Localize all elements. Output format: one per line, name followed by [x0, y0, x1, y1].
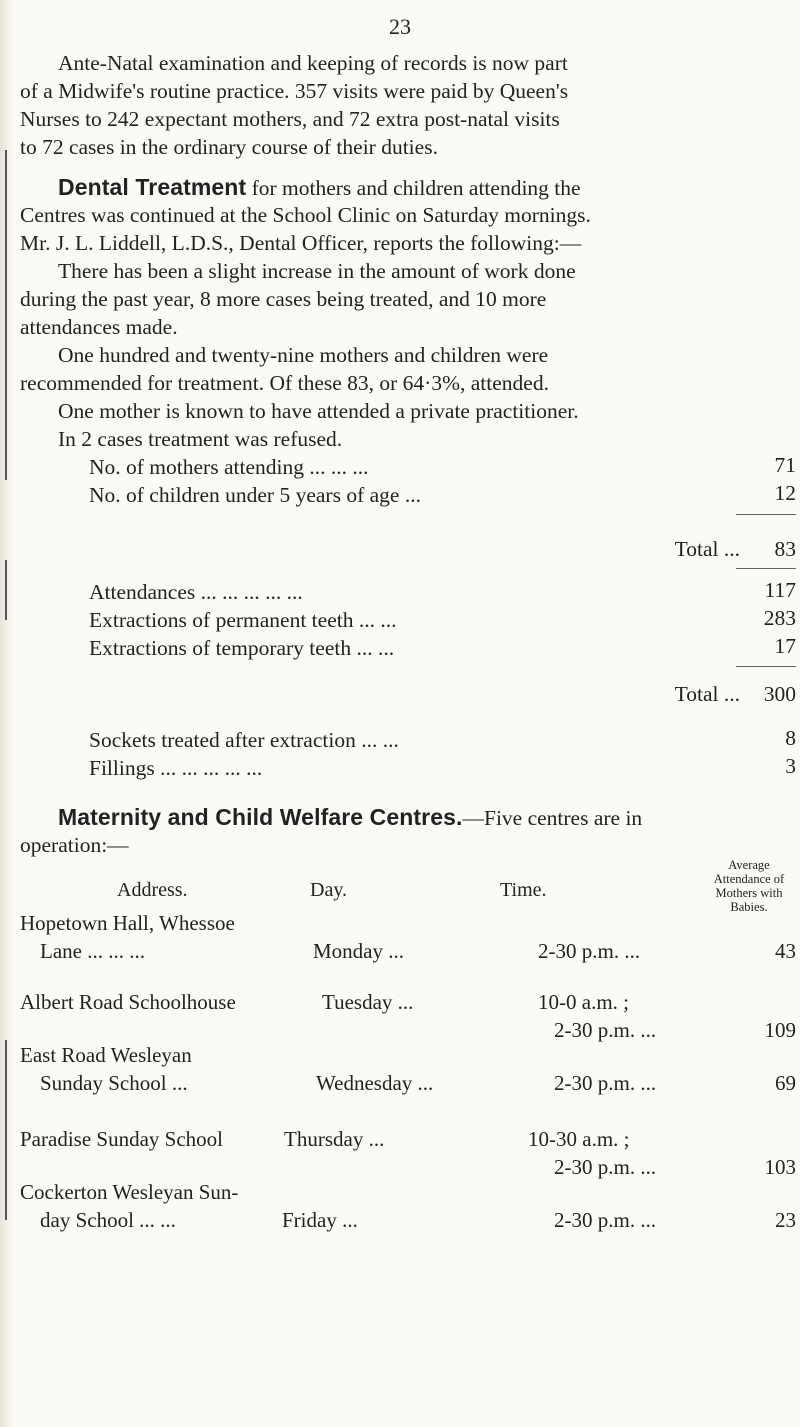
total-label: Total ...	[674, 682, 740, 706]
attendance-cell: 69	[775, 1071, 796, 1095]
stat-value: 8	[785, 726, 796, 750]
stat-label: No. of mothers attending ... ... ...	[89, 455, 369, 479]
column-header-day: Day.	[310, 879, 348, 901]
total-label: Total ...	[674, 537, 740, 561]
text-line: One mother is known to have attended a private practitioner.	[58, 399, 579, 423]
day-cell: Monday ...	[313, 939, 404, 963]
stat-value: 283	[763, 606, 796, 630]
stat-label: Sockets treated after extraction ... ...	[89, 728, 399, 752]
column-header-time: Time.	[500, 879, 547, 901]
text-line: attendances made.	[20, 315, 178, 339]
maternity-heading-line	[58, 803, 642, 832]
binding-shadow-line	[5, 1040, 7, 1220]
total-value: 83	[774, 537, 796, 561]
stat-value: 17	[774, 634, 796, 658]
time-cell: 2-30 p.m. ...	[554, 1155, 657, 1179]
time-cell: 2-30 p.m. ...	[554, 1071, 657, 1095]
stat-label: Extractions of temporary teeth ... ...	[89, 636, 395, 660]
address-cell: Lane ... ... ...	[40, 939, 145, 963]
stat-label: Attendances ... ... ... ... ...	[89, 580, 303, 604]
text-line: Nurses to 242 expectant mothers, and 72 extra post-natal visits	[20, 107, 560, 131]
stat-value: 3	[785, 754, 796, 778]
stat-label: Fillings ... ... ... ... ...	[89, 756, 263, 780]
text-line: Centres was continued at the School Clinic on Saturday mornings.	[20, 203, 591, 227]
text-line: to 72 cases in the ordinary course of their duties.	[20, 135, 438, 159]
day-cell: Friday ...	[282, 1208, 358, 1232]
text-line: In 2 cases treatment was refused.	[58, 427, 343, 451]
text-line: operation:—	[20, 833, 129, 857]
time-cell: 2-30 p.m. ...	[554, 1208, 657, 1232]
address-cell: Hopetown Hall, Whessoe	[20, 911, 235, 935]
time-cell: 10-30 a.m. ;	[528, 1127, 630, 1151]
column-header-address: Address.	[117, 879, 188, 901]
heading-continuation: —Five centres are in	[462, 806, 643, 830]
time-cell: 2-30 p.m. ...	[538, 939, 641, 963]
address-cell: Sunday School ...	[40, 1071, 188, 1095]
text-line: during the past year, 8 more cases being treated, and 10 more	[20, 287, 547, 311]
address-cell: Paradise Sunday School	[20, 1127, 223, 1151]
day-cell: Thursday ...	[284, 1127, 385, 1151]
text-line: Mr. J. L. Liddell, L.D.S., Dental Officer, reports the following:—	[20, 231, 582, 255]
section-heading: Maternity and Child Welfare Centres.	[58, 804, 463, 830]
address-cell: East Road Wesleyan	[20, 1043, 192, 1067]
day-cell: Wednesday ...	[316, 1071, 434, 1095]
attendance-cell: 109	[764, 1018, 796, 1042]
page-number: 23	[389, 14, 411, 39]
total-rule	[736, 666, 796, 667]
page-binding-edge	[0, 0, 14, 1427]
stat-label: No. of children under 5 years of age ...	[89, 483, 421, 507]
text-line: recommended for treatment. Of these 83, or 64·3%, attended.	[20, 371, 549, 395]
stat-label: Extractions of permanent teeth ... ...	[89, 608, 397, 632]
time-cell: 10-0 a.m. ;	[538, 990, 629, 1014]
dental-heading-line	[58, 173, 581, 202]
attendance-cell: 43	[775, 939, 796, 963]
text-line: of a Midwife's routine practice. 357 visits were paid by Queen's	[20, 79, 569, 103]
binding-shadow-line	[5, 150, 7, 480]
binding-shadow-line	[5, 560, 7, 620]
attendance-cell: 23	[775, 1208, 796, 1232]
address-cell: Cockerton Wesleyan Sun-	[20, 1180, 239, 1204]
text-line: There has been a slight increase in the amount of work done	[58, 259, 576, 283]
address-cell: day School ... ...	[40, 1208, 176, 1232]
heading-continuation: for mothers and children attending the	[246, 176, 581, 200]
day-cell: Tuesday ...	[322, 990, 414, 1014]
total-rule	[736, 514, 796, 515]
total-value: 300	[763, 682, 796, 706]
stat-value: 117	[764, 578, 796, 602]
column-header-attendance: Average Attendance of Mothers with Babies.	[713, 858, 785, 914]
time-cell: 2-30 p.m. ...	[554, 1018, 657, 1042]
total-rule	[736, 568, 796, 569]
section-heading: Dental Treatment	[58, 174, 247, 200]
stat-value: 12	[774, 481, 796, 505]
attendance-cell: 103	[764, 1155, 796, 1179]
address-cell: Albert Road Schoolhouse	[20, 990, 236, 1014]
text-line: Ante-Natal examination and keeping of records is now part	[58, 51, 568, 75]
stat-value: 71	[774, 453, 796, 477]
text-line: One hundred and twenty-nine mothers and children were	[58, 343, 549, 367]
